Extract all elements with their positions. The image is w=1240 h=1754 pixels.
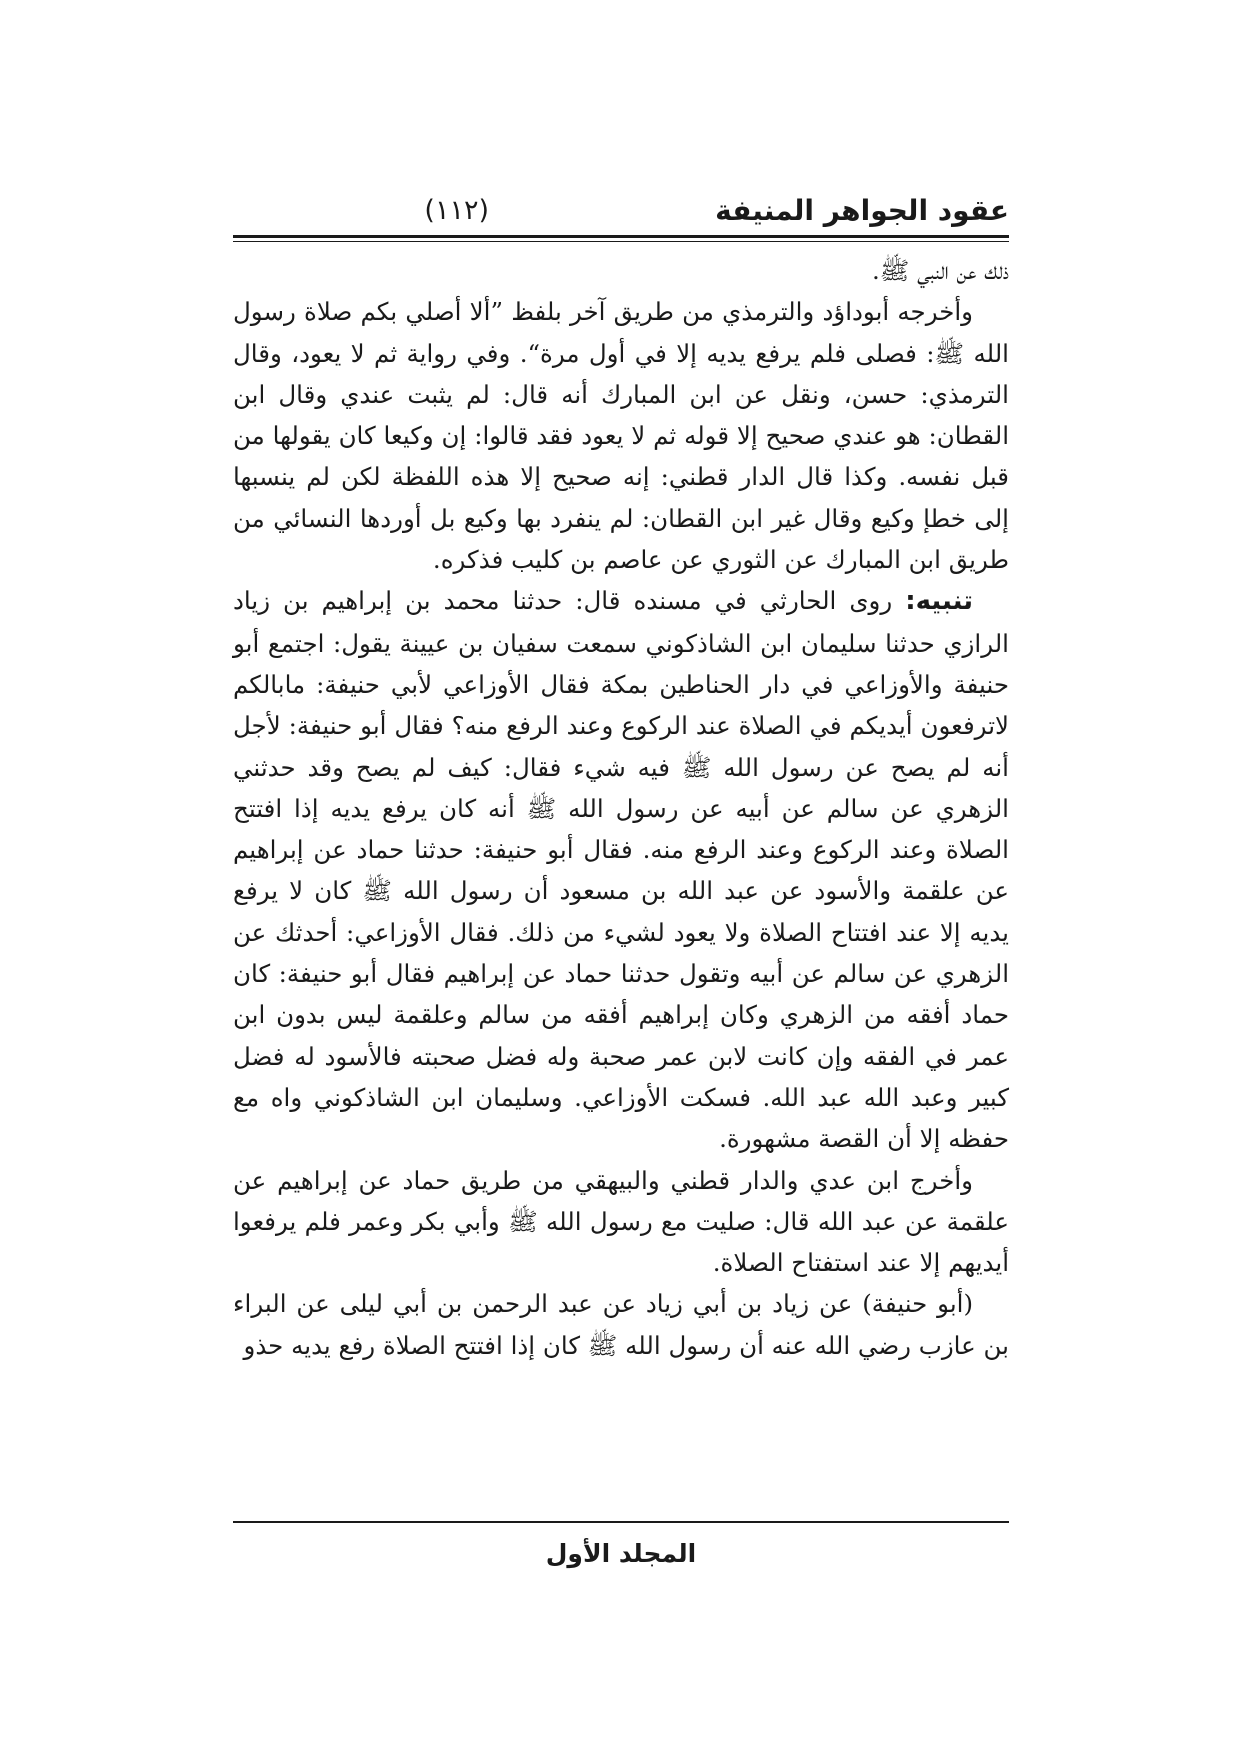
paragraph-1: ذلك عن النبي ﷺ. (871, 256, 1009, 285)
volume-label: المجلد الأول (545, 1539, 697, 1568)
paragraph-4: وأخرج ابن عدي والدار قطني والبيهقي من طريق حماد عن إبراهيم عن علقمة عن عبد الله قال: صليت مع رسول الله ﷺ وأبي بكر وعمر فلم يرفعوا أيديهم إلا عند استفتاح الصلاة. (233, 1165, 1009, 1278)
paragraph-lead-word: تنبيه: (905, 586, 973, 617)
paragraph-3 (233, 580, 1009, 1159)
header-rule-thick (233, 235, 1009, 238)
footer-rule (233, 1521, 1009, 1523)
page (233, 0, 1009, 1754)
book-title: عقود الجواهر المنيفة (715, 194, 1009, 227)
paragraph-5: (أبو حنيفة) عن زياد بن أبي زياد عن عبد الرحمن بن أبي ليلى عن البراء بن عازب رضي الله عنه أن رسول الله ﷺ كان إذا افتتح الصلاة رفع يديه حذو (233, 1289, 1009, 1360)
page-number: (١١٢) (424, 195, 489, 226)
header-rule-thin (233, 241, 1009, 242)
page-footer (233, 1534, 1009, 1574)
paragraph-2: وأخرجه أبوداؤد والترمذي من طريق آخر بلفظ ”ألا أصلي بكم صلاة رسول الله ﷺ: فصلى فلم يرفع يديه إلا في أول مرة“. وفي رواية ثم لا يعود، وقال الترمذي: حسن، ونقل عن ابن المبارك أنه قال: لم يثبت عندي وقال ابن القطان: هو عندي صحيح إلا قوله ثم لا يعود فقد قالوا: إن وكيعا كان يقولها من قبل نفسه. وكذا قال الدار قطني: إنه صحيح إلا هذه اللفظة لكن لم ينسبها إلى خطإ وكيع وقال غير ابن القطان: لم ينفرد بها وكيع بل أوردها النسائي من طريق ابن المبارك عن الثوري عن عاصم بن كليب فذكره. (233, 297, 1009, 575)
page-header (233, 188, 1009, 234)
paragraph-3-text: روى الحارثي في مسنده قال: حدثنا محمد بن إبراهيم بن زياد الرازي حدثنا سليمان ابن الشاذكوني سمعت سفيان بن عيينة يقول: اجتمع أبو حنيفة والأوزاعي في دار الحناطين بمكة فقال الأوزاعي لأبي حنيفة: مابالكم لاترفعون أيديكم في الصلاة عند الركوع وعند الرفع منه؟ فقال أبو حنيفة: لأجل أنه لم يصح عن رسول الله ﷺ فيه شيء فقال: كيف لم يصح وقد حدثني الزهري عن سالم عن أبيه عن رسول الله ﷺ أنه كان يرفع يديه إذا افتتح الصلاة وعند الركوع وعند الرفع منه. فقال أبو حنيفة: حدثنا حماد عن إبراهيم عن علقمة والأسود عن عبد الله بن مسعود أن رسول الله ﷺ كان لا يرفع يديه إلا عند افتتاح الصلاة ولا يعود لشيء من ذلك. فقال الأوزاعي: أحدثك عن الزهري عن سالم عن أبيه وتقول حدثنا حماد عن إبراهيم فقال أبو حنيفة: كان حماد أفقه من الزهري وكان إبراهيم أفقه من سالم وعلقمة ليس بدون ابن عمر في الفقه وإن كانت لابن عمر صحبة وله فضل صحبته فالأسود له فضل كبير وعبد الله عبد الله. فسكت الأوزاعي. وسليمان ابن الشاذكوني واه مع حفظه إلا أن القصة مشهورة. (233, 586, 1009, 1154)
body-text (233, 250, 1009, 1366)
